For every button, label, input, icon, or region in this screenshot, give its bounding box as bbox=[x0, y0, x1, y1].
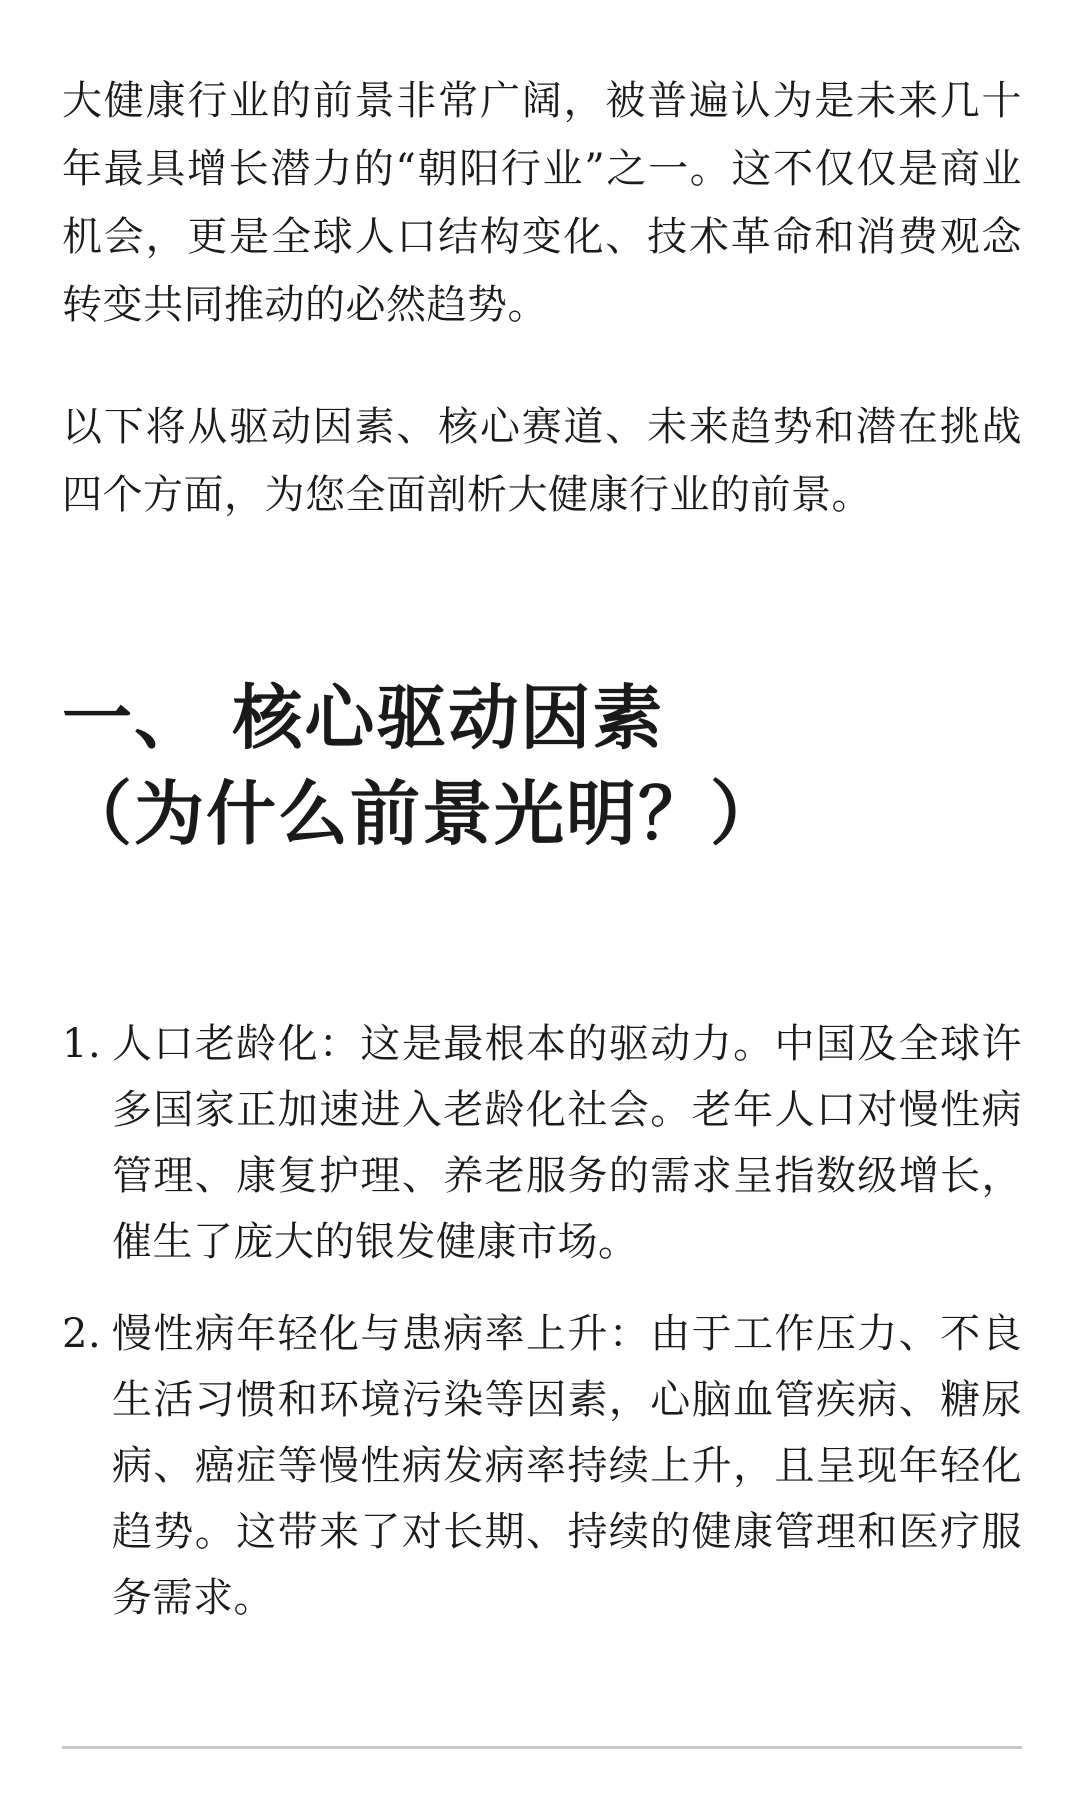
section-heading bbox=[62, 670, 1022, 862]
intro-paragraph-2: 以下将从驱动因素、核心赛道、未来趋势和潜在挑战四个方面，为您全面剖析大健康行业的前景。 bbox=[62, 404, 1022, 518]
divider bbox=[62, 1746, 1022, 1749]
section-heading-line-2: （为什么前景光明？） bbox=[62, 772, 782, 855]
list-item-text: 人口老龄化：这是最根本的驱动力。中国及全球许多国家正加速进入老龄化社会。老年人口对慢性病管理、康复护理、养老服务的需求呈指数级增长，催生了庞大的银发健康市场。 bbox=[112, 1021, 1022, 1265]
list-item bbox=[62, 1011, 1022, 1275]
list-item-number: 2. bbox=[62, 1311, 102, 1357]
intro-paragraph-1: 大健康行业的前景非常广阔，被普遍认为是未来几十年最具增长潜力的“朝阳行业”之一。这不仅仅是商业机会，更是全球人口结构变化、技术革命和消费观念转变共同推动的必然趋势。 bbox=[62, 78, 1022, 328]
driver-list bbox=[62, 1011, 1022, 1657]
list-item-number: 1. bbox=[62, 1021, 102, 1067]
list-item bbox=[62, 1301, 1022, 1631]
list-item-text: 慢性病年轻化与患病率上升：由于工作压力、不良生活习惯和环境污染等因素，心脑血管疾病、糖尿病、癌症等慢性病发病率持续上升，且呈现年轻化趋势。这带来了对长期、持续的健康管理和医疗服务需求。 bbox=[112, 1311, 1022, 1621]
section-heading-line-1: 一、 核心驱动因素 bbox=[62, 676, 665, 759]
